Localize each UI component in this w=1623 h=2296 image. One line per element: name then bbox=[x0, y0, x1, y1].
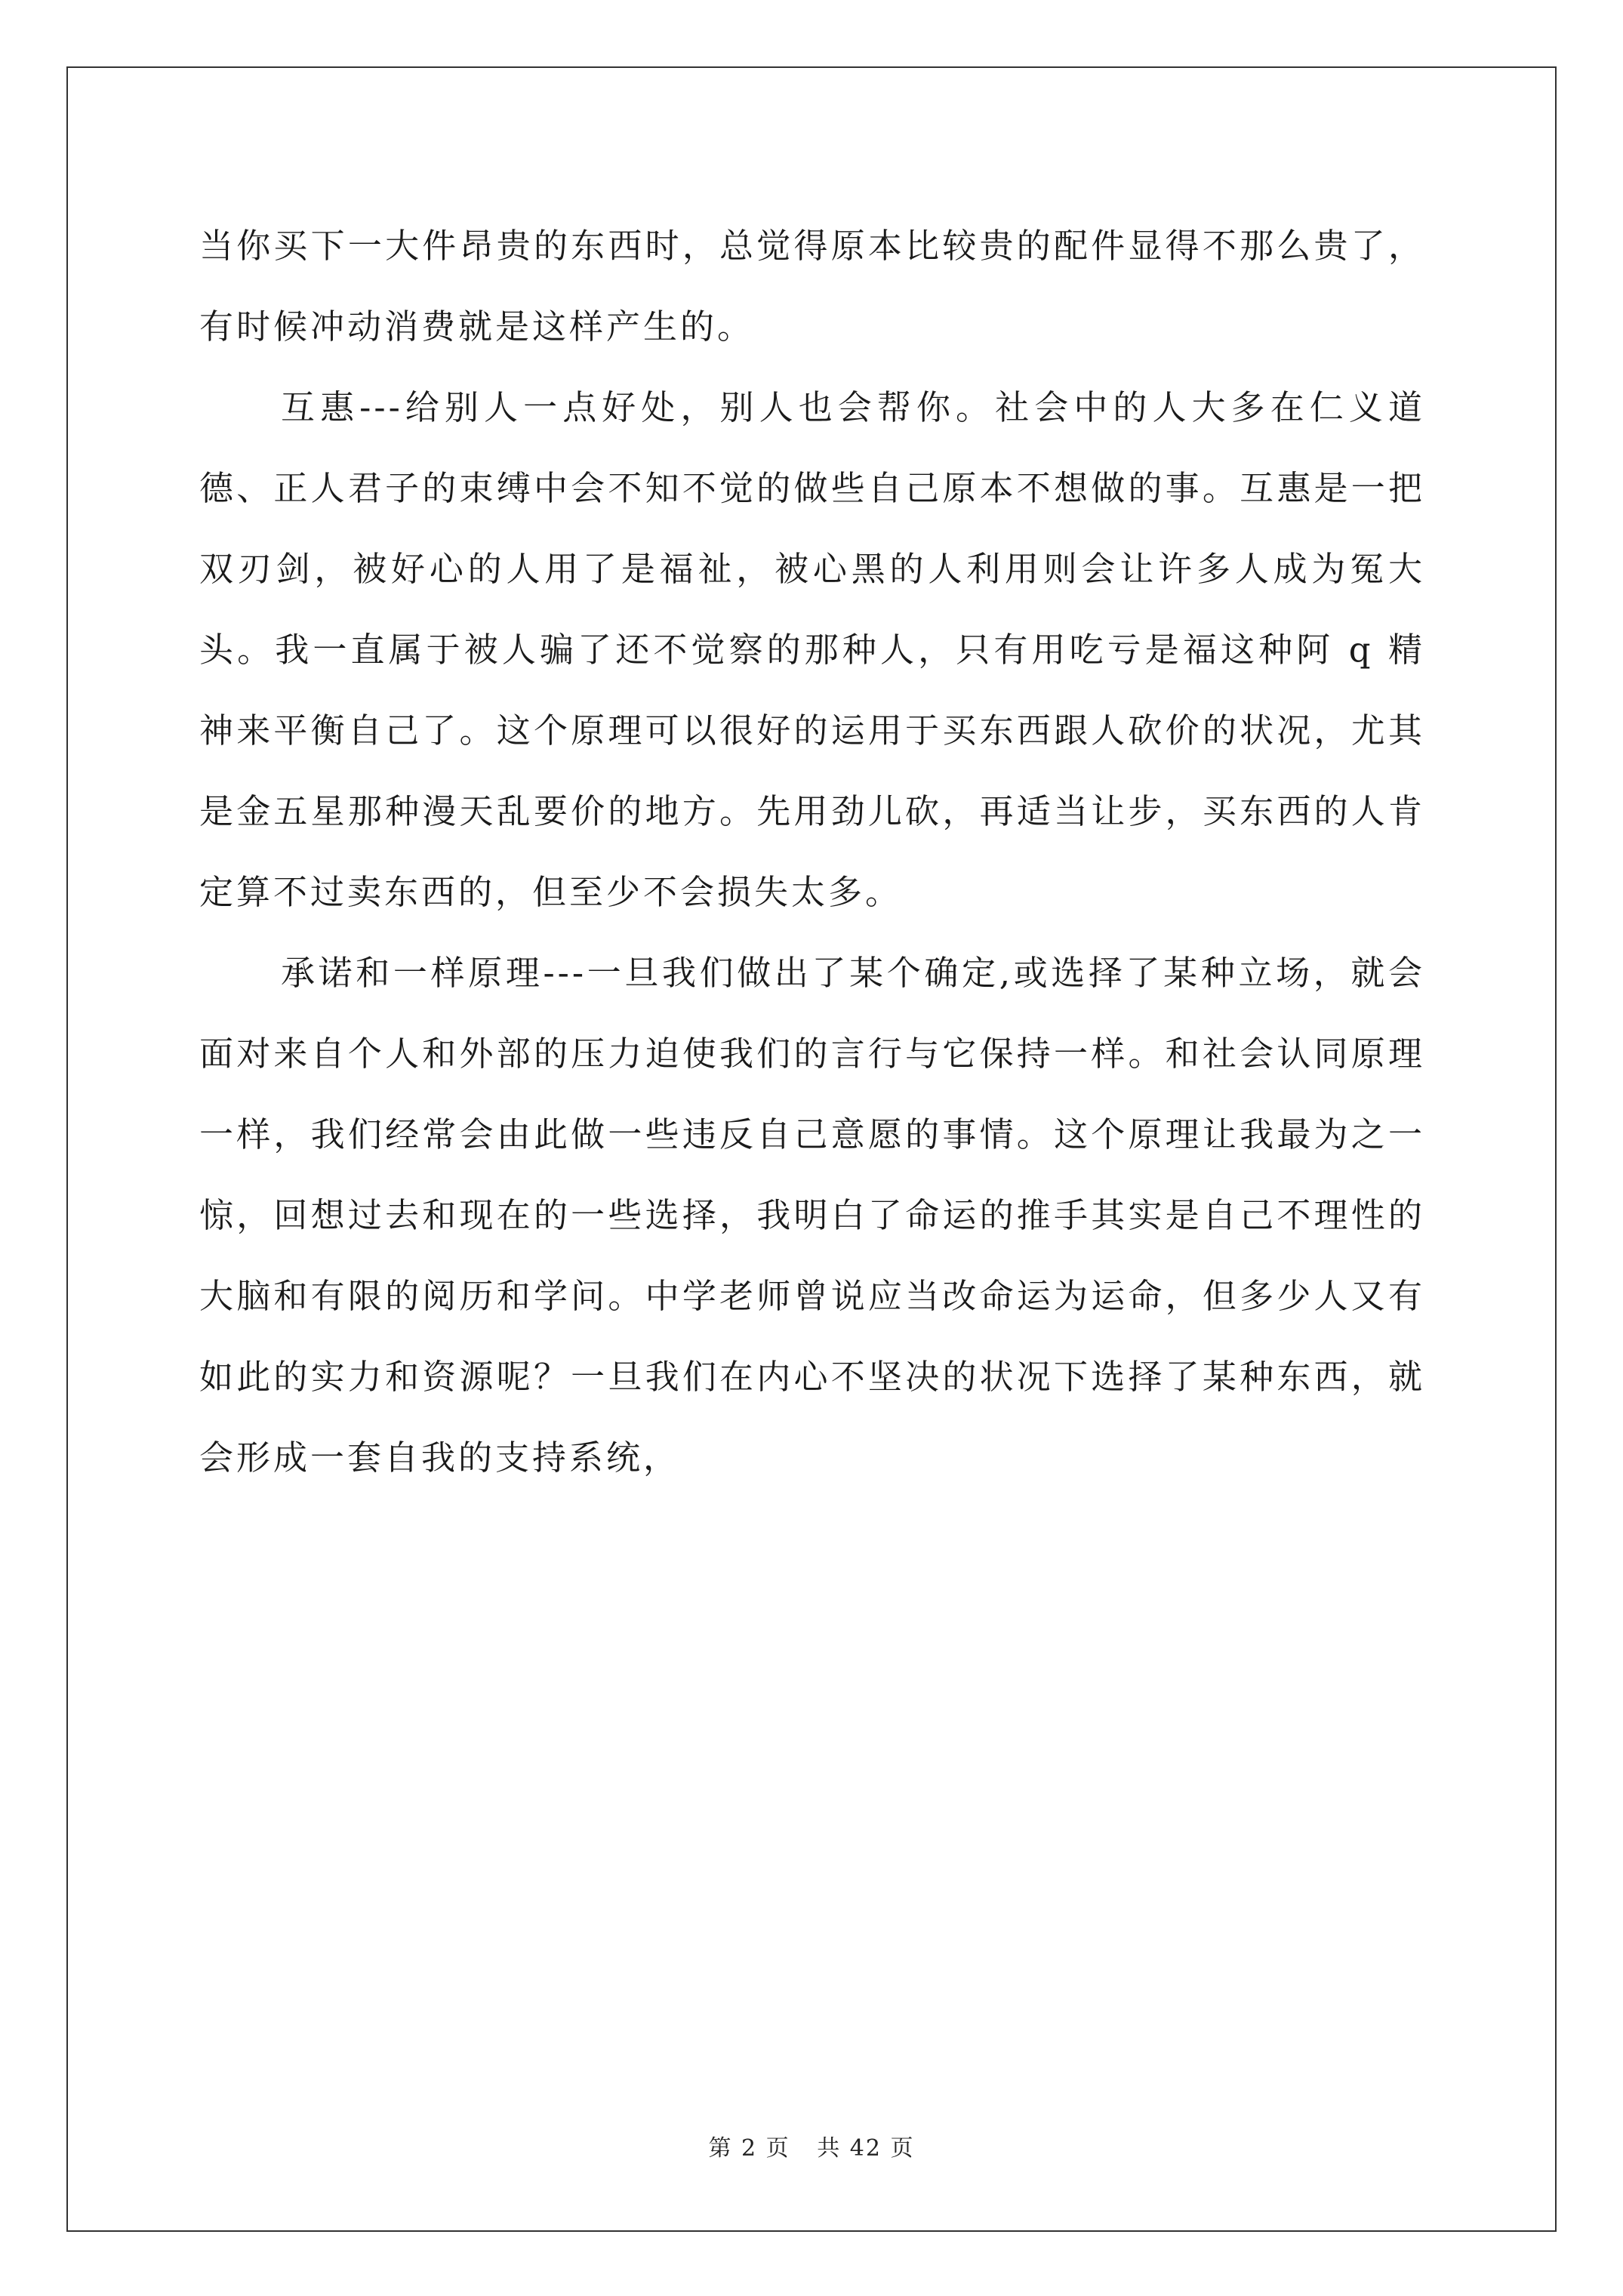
page-footer bbox=[0, 2129, 1623, 2162]
paragraph-1: 当你买下一大件昂贵的东西时，总觉得原本比较贵的配件显得不那么贵了，有时候冲动消费就是这样产生的。 bbox=[199, 226, 1425, 347]
page-total: 共 42 页 bbox=[817, 2135, 915, 2162]
paragraph-2: 互惠---给别人一点好处，别人也会帮你。社会中的人大多在仁义道德、正人君子的束缚中会不知不觉的做些自己原本不想做的事。互惠是一把双刃剑，被好心的人用了是福祉，被心黑的人利用则会让许多人成为冤大头。我一直属于被人骗了还不觉察的那种人，只有用吃亏是福这种阿 q 精神来平衡自己了。这个原理可以很好的运用于买东西跟人砍价的状况，尤其是金五星那种漫天乱要价的地方。先用劲儿砍，再适当让步，买东西的人肯定算不过卖东西的，但至少不会损失太多。 bbox=[199, 387, 1425, 912]
paragraph-3: 承诺和一样原理---一旦我们做出了某个确定,或选择了某种立场，就会面对来自个人和外部的压力迫使我们的言行与它保持一样。和社会认同原理一样，我们经常会由此做一些违反自己意愿的事情。这个原理让我最为之一惊，回想过去和现在的一些选择，我明白了命运的推手其实是自己不理性的大脑和有限的阅历和学问。中学老师曾说应当改命运为运命，但多少人又有如此的实力和资源呢？一旦我们在内心不坚决的状况下选择了某种东西，就会形成一套自我的支持系统， bbox=[199, 953, 1425, 1478]
page-number: 第 2 页 bbox=[708, 2135, 790, 2162]
document-body bbox=[199, 205, 1425, 1498]
